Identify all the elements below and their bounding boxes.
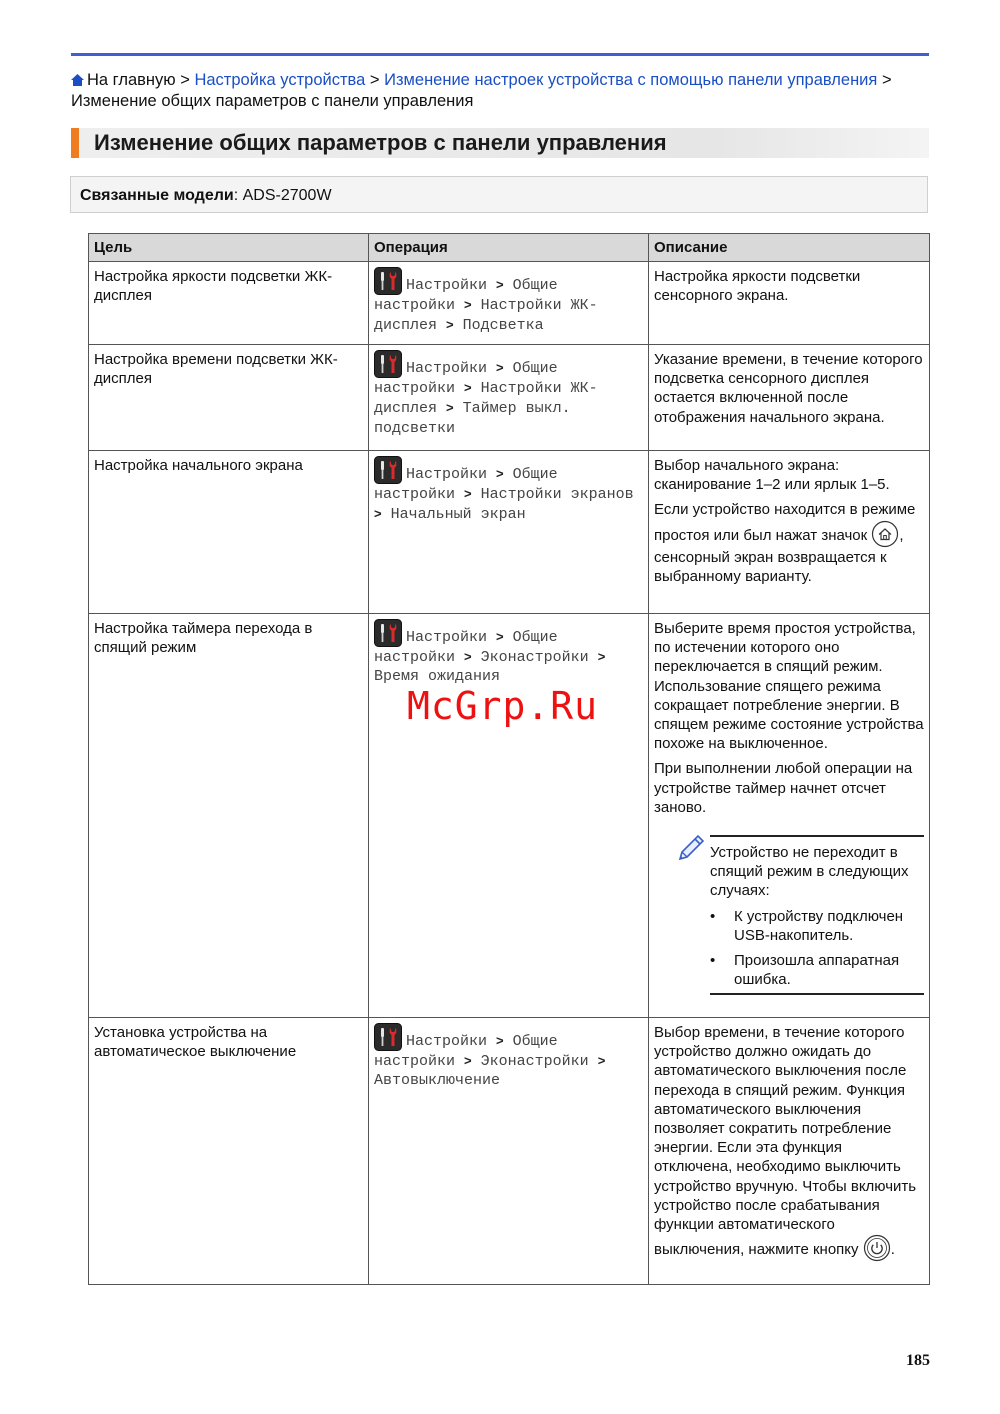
settings-tools-icon: [374, 277, 406, 294]
description-cell: [649, 1018, 930, 1285]
breadcrumb: [71, 70, 929, 112]
description-text: Выбор времени, в течение которого устройство должно ожидать до автоматического выключения после перехода в спящий режим. Функция автоматического выключения позволяет сократить потребление энергии. Если эта функция отключена, необходимо выключить устройство вручную. Чтобы включить устройство после срабатывания функции автоматического выключения, нажмите кнопку .: [654, 1023, 924, 1262]
op-step: Эконастройки: [480, 1053, 589, 1071]
header-description: Описание: [649, 234, 930, 262]
description-text: Выбор начального экрана: сканирование 1–2 или ярлык 1–5.: [654, 457, 890, 494]
description-cell: [649, 262, 930, 345]
op-step: Настройки ЖК-дисплея: [374, 297, 598, 335]
op-step: Общие настройки: [374, 277, 558, 315]
op-step: Общие настройки: [374, 1033, 558, 1071]
list-item: • Произошла аппаратная ошибка.: [710, 951, 924, 989]
op-step: Настройки: [406, 1033, 488, 1050]
op-step: Общие настройки: [374, 466, 558, 504]
operation-cell: Настройки > Общие настройки > Эконастройки > Автовыключение: [369, 1018, 649, 1285]
description-cell: [649, 451, 930, 614]
op-step: Таймер выкл. подсветки: [374, 400, 571, 437]
op-step: Подсветка: [462, 317, 544, 335]
description-text: Выберите время простоя устройства, по истечении которого оно переключается в спящий режим. Использование спящего режима сокращает потребление энергии. В спящем режиме состояние устройства похоже на выключенное.: [654, 620, 924, 753]
related-models-value: ADS-2700W: [242, 187, 332, 204]
op-step: Эконастройки: [480, 649, 589, 667]
op-step: Общие настройки: [374, 360, 558, 398]
table-row: [89, 345, 930, 451]
breadcrumb-link-device-setup[interactable]: Настройка устройства: [194, 71, 366, 89]
home-icon: [71, 74, 84, 86]
op-step: Настройки: [406, 360, 488, 377]
pencil-note-icon: [676, 833, 708, 863]
operation-cell: Настройки > Общие настройки > Эконастройки > Время ожидания: [369, 614, 649, 1018]
breadcrumb-sep: >: [180, 71, 190, 89]
power-button-icon: [863, 1234, 891, 1262]
operation-cell: Настройки > Общие настройки > Настройки ЖК-дисплея > Подсветка: [369, 262, 649, 345]
op-step: Настройки: [406, 629, 488, 646]
related-models: Связанные модели: ADS-2700W: [70, 176, 928, 213]
op-step: Настройки: [406, 277, 488, 294]
description-text: Настройка яркости подсветки сенсорного экрана.: [654, 268, 861, 305]
op-step: Автовыключение: [374, 1072, 501, 1090]
goal-cell: Установка устройства на автоматическое выключение: [89, 1018, 369, 1285]
header-operation: Операция: [369, 234, 649, 262]
note-text: Устройство не переходит в спящий режим в следующих случаях:: [710, 844, 909, 900]
goal-cell: Настройка времени подсветки ЖК-дисплея: [89, 345, 369, 451]
settings-table: [88, 233, 930, 1285]
breadcrumb-sep: >: [881, 71, 892, 89]
list-item: • К устройству подключен USB-накопитель.: [710, 907, 924, 945]
settings-tools-icon: [374, 466, 406, 483]
description-text: Если устройство находится в режиме простоя или был нажат значок , сенсорный экран возвращается к выбранному варианту.: [654, 501, 916, 585]
table-row: [89, 614, 930, 1018]
goal-cell: Настройка таймера перехода в спящий режим: [89, 614, 369, 1018]
home-button-icon: [871, 520, 899, 548]
op-step: Время ожидания: [374, 668, 501, 686]
description-text: При выполнении любой операции на устройстве таймер начнет отсчет заново.: [654, 760, 913, 816]
description-text: Указание времени, в течение которого подсветка сенсорного дисплея остается включенной после отображения начального экрана.: [654, 351, 923, 426]
header-goal: Цель: [89, 234, 369, 262]
description-cell: [649, 345, 930, 451]
description-cell: [649, 614, 930, 1018]
goal-cell: Настройка начального экрана: [89, 451, 369, 614]
table-header-row: [89, 234, 930, 262]
table-row: [89, 1018, 930, 1285]
top-rule: [71, 53, 929, 56]
page-title-bar: [71, 128, 929, 158]
note-list: [710, 907, 924, 990]
op-step: Настройки экранов: [480, 486, 634, 504]
page-title: Изменение общих параметров с панели управления: [94, 130, 667, 155]
title-accent: [71, 128, 79, 158]
breadcrumb-sep: >: [369, 71, 380, 89]
op-step: Настройки: [406, 466, 488, 483]
note-box: [654, 835, 924, 995]
table-row: [89, 451, 930, 614]
breadcrumb-home: На главную: [87, 71, 176, 89]
goal-cell: Настройка яркости подсветки ЖК-дисплея: [89, 262, 369, 345]
settings-tools-icon: [374, 1033, 406, 1050]
settings-tools-icon: [374, 360, 406, 377]
breadcrumb-current: Изменение общих параметров с панели управления: [71, 92, 474, 110]
op-step: Начальный экран: [390, 506, 526, 524]
related-models-label: Связанные модели: [80, 187, 234, 204]
page-number: 185: [906, 1352, 930, 1369]
table-row: [89, 262, 930, 345]
operation-cell: Настройки > Общие настройки > Настройки ЖК-дисплея > Таймер выкл. подсветки: [369, 345, 649, 451]
settings-tools-icon: [374, 629, 406, 646]
op-step: Общие настройки: [374, 629, 558, 667]
operation-cell: Настройки > Общие настройки > Настройки экранов > Начальный экран: [369, 451, 649, 614]
op-step: Настройки ЖК-дисплея: [374, 380, 598, 418]
breadcrumb-link-change-settings[interactable]: Изменение настроек устройства с помощью панели управления: [384, 71, 878, 89]
watermark: McGrp.Ru: [407, 684, 599, 728]
